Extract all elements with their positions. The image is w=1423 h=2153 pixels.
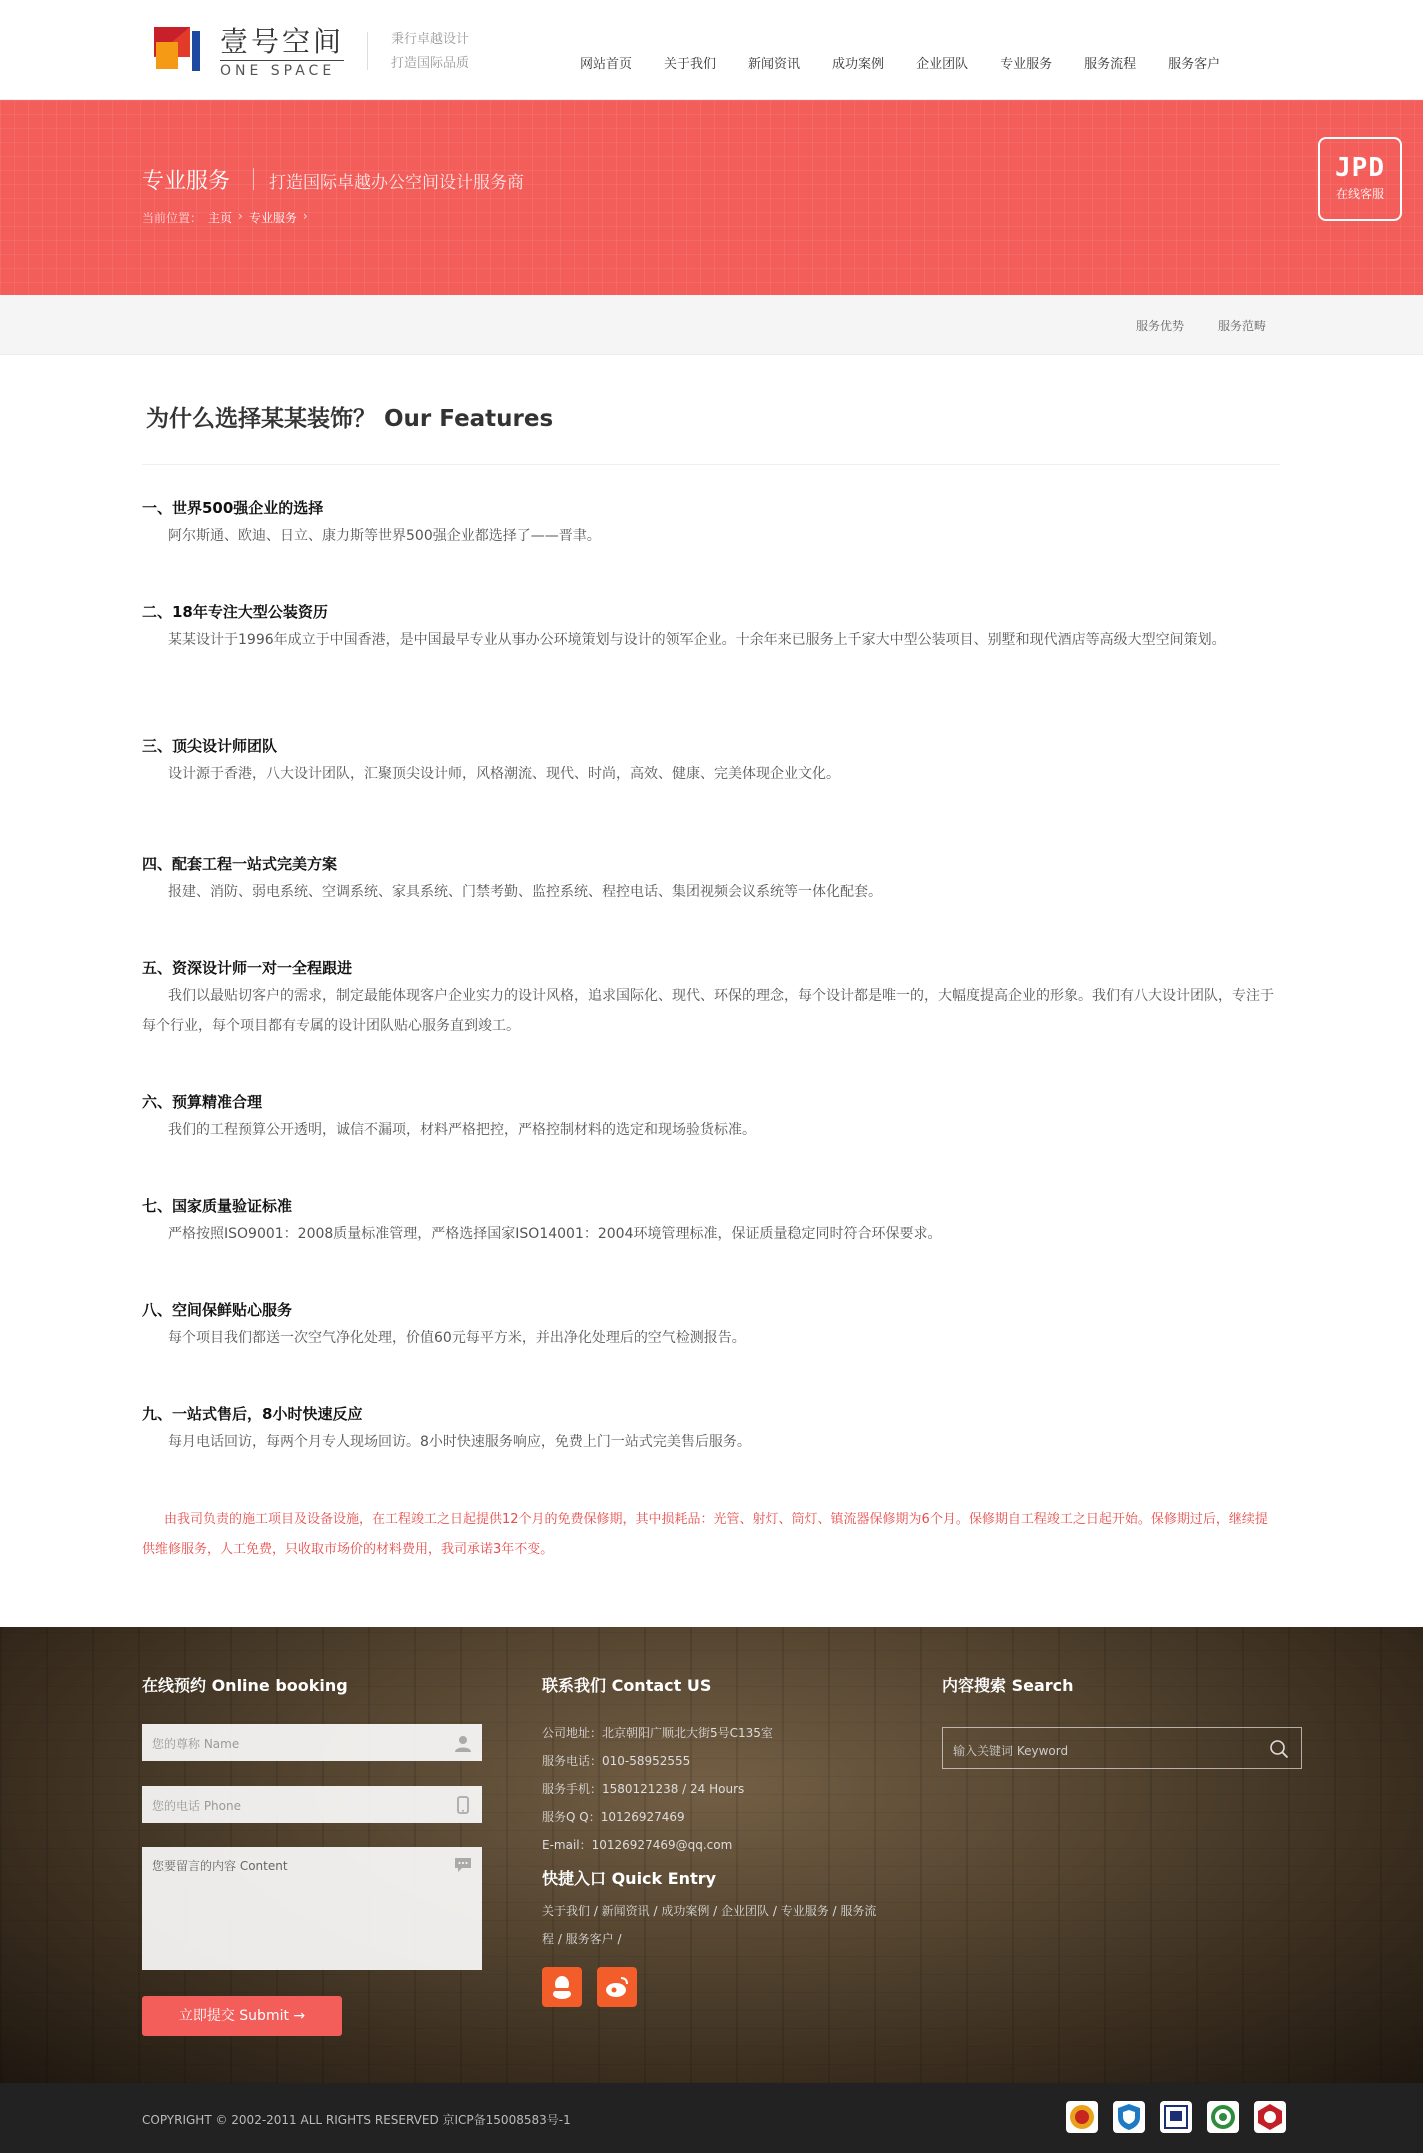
feature-title: 三、顶尖设计师团队 <box>142 737 278 755</box>
chevron-right-icon: › <box>302 209 308 223</box>
phone-placeholder: 您的电话 Phone <box>152 1799 241 1813</box>
feature-title: 五、资深设计师一对一全程跟进 <box>142 959 353 977</box>
feature-title: 九、一站式售后，8小时快速反应 <box>142 1405 363 1423</box>
feature-title: 一、世界500强企业的选择 <box>142 499 324 517</box>
main-nav <box>580 53 1252 72</box>
banner-divider <box>253 168 254 190</box>
feature-item <box>142 733 1280 789</box>
search-placeholder: 输入关键词 Keyword <box>953 1744 1069 1758</box>
name-placeholder: 您的尊称 Name <box>152 1737 240 1751</box>
user-icon <box>454 1734 472 1752</box>
nav-about[interactable]: 关于我们 <box>664 57 717 72</box>
brand-wordmark[interactable] <box>220 26 344 80</box>
nav-home[interactable]: 网站首页 <box>580 57 633 72</box>
security-shield-icon[interactable] <box>1113 2101 1145 2133</box>
contact-qq: 服务Q Q：10126927469 <box>542 1810 685 1824</box>
booking-form <box>142 1674 482 2036</box>
contact-mobile: 服务手机：1580121238 / 24 Hours <box>542 1782 745 1796</box>
contact-section <box>542 1674 882 2007</box>
header-slogan <box>391 28 469 76</box>
feature-title: 六、预算精准合理 <box>142 1093 263 1111</box>
green-cert-icon[interactable] <box>1207 2101 1239 2133</box>
phone-icon <box>454 1796 472 1814</box>
chevron-right-icon: › <box>238 209 243 223</box>
contact-phone: 服务电话：010-58952555 <box>542 1754 691 1768</box>
contact-list <box>542 1719 882 1859</box>
search-icon[interactable] <box>1269 1739 1289 1759</box>
submit-button[interactable]: 立即提交 Submit → <box>142 1996 342 2036</box>
nav-team[interactable]: 企业团队 <box>916 57 969 72</box>
feature-item <box>142 1193 1280 1249</box>
online-service-label: 在线客服 <box>1335 187 1384 201</box>
message-field[interactable] <box>142 1847 482 1970</box>
page-subtitle: 打造国际卓越办公空间设计服务商 <box>269 173 524 193</box>
feature-text: 报建、消防、弱电系统、空调系统、家具系统、门禁考勤、监控系统、程控电话、集团视频会议系统等一体化配套。 <box>168 884 882 900</box>
feature-text: 阿尔斯通、欧迪、日立、康力斯等世界500强企业都选择了——晋聿。 <box>168 528 601 544</box>
search-section <box>942 1674 1302 1769</box>
slogan-line-1: 秉行卓越设计 <box>391 32 470 47</box>
trust-seal-icon[interactable] <box>1160 2101 1192 2133</box>
feature-item <box>142 599 1280 655</box>
feature-text: 严格按照ISO9001：2008质量标准管理，严格选择国家ISO14001：2004环境管理标准，保证质量稳定同时符合环保要求。 <box>168 1226 942 1242</box>
section-title: 为什么选择某某装饰？ Our Features <box>146 406 554 432</box>
qq-icon[interactable] <box>542 1967 582 2007</box>
feature-text: 设计源于香港，八大设计团队，汇聚顶尖设计师，风格潮流、现代、时尚，高效、健康、完美体现企业文化。 <box>168 766 840 782</box>
feature-text: 我们的工程预算公开透明，诚信不漏项，材料严格把控，严格控制材料的选定和现场验货标准。 <box>168 1122 756 1138</box>
feature-title: 四、配套工程一站式完美方案 <box>142 855 338 873</box>
feature-item <box>142 1401 1280 1457</box>
feature-text: 我们以最贴切客户的需求，制定最能体现客户企业实力的设计风格，追求国际化、现代、环保的理念，每个设计都是唯一的，大幅度提高企业的形象。我们有八大设计团队，专注于每个行业，每个项目都有专属的设计团队贴心服务直到竣工。 <box>142 988 1274 1034</box>
copyright-text: COPYRIGHT © 2002-2011 ALL RIGHTS RESERVED 京ICP备15008583号-1 <box>142 2113 571 2127</box>
nav-services[interactable]: 专业服务 <box>1000 57 1053 72</box>
quick-entry-links[interactable]: 关于我们 / 新闻资讯 / 成功案例 / 企业团队 / 专业服务 / 服务流程 / 服务客户 / <box>542 1904 877 1946</box>
weibo-icon[interactable] <box>597 1967 637 2007</box>
contact-address: 公司地址：北京朝阳广顺北大街5号C135室 <box>542 1726 773 1740</box>
quick-entry-title: 快捷入口 Quick Entry <box>542 1869 717 1888</box>
message-placeholder: 您要留言的内容 Content <box>152 1859 288 1873</box>
phone-field[interactable] <box>142 1786 482 1823</box>
breadcrumb-label: 当前位置： <box>142 211 203 225</box>
social-links <box>542 1967 882 2007</box>
feature-title: 七、国家质量验证标准 <box>142 1197 293 1215</box>
brand-name-en: ONE SPACE <box>220 60 344 80</box>
feature-title: 二、18年专注大型公装资历 <box>142 603 328 621</box>
booking-title: 在线预约 Online booking <box>142 1676 348 1695</box>
breadcrumb-home[interactable]: 主页 <box>208 211 233 225</box>
section-divider <box>142 464 1280 465</box>
certification-badges <box>1066 2101 1286 2133</box>
feature-text: 每月电话回访，每两个月专人现场回访。8小时快速服务响应，免费上门一站式完美售后服务。 <box>168 1434 751 1450</box>
brand-name-cn: 壹号空间 <box>220 25 345 58</box>
copyright-bar <box>0 2083 1423 2153</box>
breadcrumb <box>142 209 308 226</box>
warranty-note: 由我司负责的施工项目及设备设施，在工程竣工之日起提供12个月的免费保修期，其中损耗品：光管、射灯、筒灯、镇流器保修期为6个月。保修期自工程竣工之日起开始。保修期过后，继续提供维修服务，人工免费，只收取市场价的材料费用，我司承诺3年不变。 <box>142 1512 1268 1557</box>
comment-icon <box>454 1857 472 1873</box>
header-divider <box>367 32 368 70</box>
feature-item <box>142 1089 1280 1145</box>
feature-title: 八、空间保鲜贴心服务 <box>142 1301 293 1319</box>
breadcrumb-current[interactable]: 专业服务 <box>248 211 297 225</box>
name-field[interactable] <box>142 1724 482 1761</box>
sub-nav <box>0 295 1423 355</box>
online-service-button[interactable] <box>1318 137 1402 221</box>
nav-news[interactable]: 新闻资讯 <box>748 57 801 72</box>
subnav-scope[interactable]: 服务范畴 <box>1218 319 1267 333</box>
red-cert-icon[interactable] <box>1254 2101 1286 2133</box>
search-input[interactable] <box>942 1727 1302 1769</box>
contact-email: E-mail：10126927469@qq.com <box>542 1838 733 1852</box>
police-badge-icon[interactable] <box>1066 2101 1098 2133</box>
feature-text: 某某设计于1996年成立于中国香港，是中国最早专业从事办公环境策划与设计的领军企业。十余年来已服务上千家大中型公装项目、别墅和现代酒店等高级大型空间策划。 <box>168 632 1226 648</box>
subnav-advantages[interactable]: 服务优势 <box>1136 319 1185 333</box>
feature-item <box>142 955 1280 1041</box>
page-banner <box>0 100 1423 295</box>
contact-title: 联系我们 Contact US <box>542 1676 712 1695</box>
jpd-logo: JPD <box>1335 153 1385 183</box>
site-header <box>0 0 1423 100</box>
nav-clients[interactable]: 服务客户 <box>1168 57 1221 72</box>
brand-logo[interactable] <box>154 27 202 71</box>
search-title: 内容搜索 Search <box>942 1676 1074 1695</box>
site-footer <box>0 1627 1423 2083</box>
feature-text: 每个项目我们都送一次空气净化处理，价值60元每平方米，并出净化处理后的空气检测报告。 <box>168 1330 746 1346</box>
slogan-line-2: 打造国际品质 <box>391 56 470 71</box>
nav-process[interactable]: 服务流程 <box>1084 57 1137 72</box>
nav-cases[interactable]: 成功案例 <box>832 57 885 72</box>
feature-item <box>142 851 1280 907</box>
page-title: 专业服务 <box>142 169 231 194</box>
feature-item <box>142 1297 1280 1353</box>
feature-item <box>142 495 1280 551</box>
